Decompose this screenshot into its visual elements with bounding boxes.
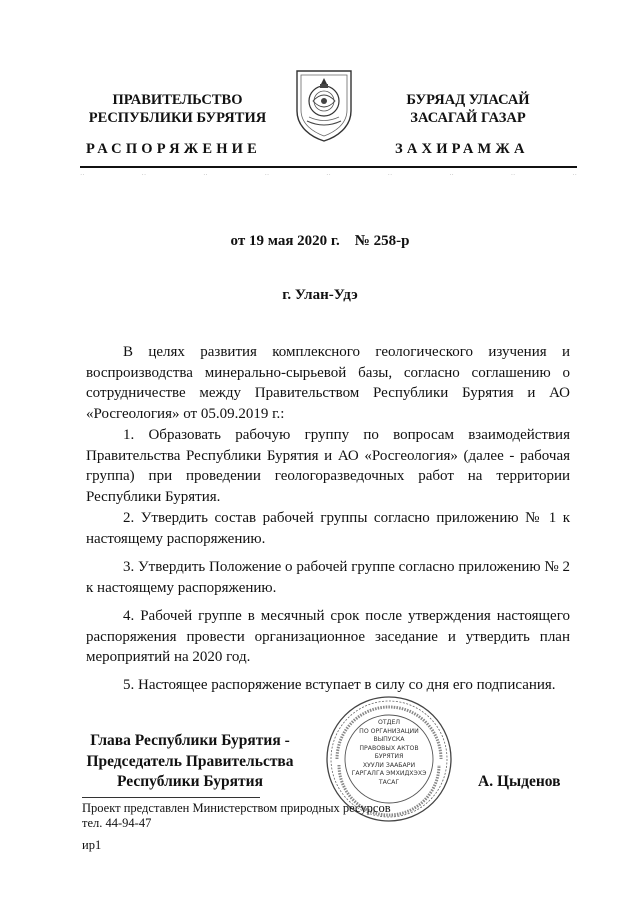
stamp-line8: ТАСАГ [378, 778, 400, 786]
stamp-line4: ПРАВОВЫХ АКТОВ [359, 744, 419, 752]
header-left-line2: РЕСПУБЛИКИ БУРЯТИЯ [88, 110, 267, 126]
item-4-paragraph: 4. Рабочей группе в месячный срок после утверждения настоящего распоряжения провести организационное заседание и утвердить план мероприятий на 2020 год. [86, 608, 570, 666]
header-right-org [388, 91, 548, 127]
footer-phone: тел. 44-94-47 [82, 816, 152, 830]
stamp-line5: БУРЯТИЯ [374, 753, 404, 760]
coat-of-arms-emblem [293, 67, 355, 143]
header-right-line1: БУРЯАД УЛАСАЙ [406, 92, 530, 108]
city: г. Улан-Удэ [282, 287, 358, 303]
signatory-title-line1: Глава Республики Бурятия - [90, 732, 290, 749]
item-1-paragraph: 1. Образовать рабочую группу по вопросам взаимодействия Правительства Республики Бурятия и АО «Росгеология» (далее - рабочая группа) при проведении геологоразведочных работ на территории Республики Бурятия. [86, 427, 570, 506]
header-left-line1: ПРАВИТЕЛЬСТВО [112, 92, 243, 108]
header-dotted-line: ·· ·· ·· ·· ·· ·· ·· ·· ·· [80, 171, 577, 179]
stamp-line3: ВЫПУСКА [373, 736, 405, 743]
stamp-line6: ХУУЛИ ЗААБАРИ [362, 761, 416, 769]
footer-code: ир1 [82, 838, 102, 852]
footer-divider [82, 797, 260, 798]
signatory-name: А. Цыденов [478, 773, 561, 790]
item-5-paragraph: 5. Настоящее распоряжение вступает в силу со дня его подписания. [123, 677, 556, 693]
date-number: от 19 мая 2020 г. № 258-р [230, 233, 410, 249]
preamble-paragraph: В целях развития комплексного геологического изучения и воспроизводства минерально-сырьевой базы, согласно соглашению о сотрудничестве между Правительством Республики Бурятия и АО «Росгеология» от 05.09.2019 г.: [86, 344, 570, 423]
stamp-line2: ПО ОРГАНИЗАЦИИ [359, 727, 419, 735]
signatory-title-line3: Республики Бурятия [117, 773, 263, 790]
doc-type-left: РАСПОРЯЖЕНИЕ [86, 141, 262, 157]
stamp-line1: ОТДЕЛ [377, 719, 401, 726]
signatory-title [80, 731, 300, 793]
header-left-org [80, 91, 275, 127]
header-right-line2: ЗАСАГАЙ ГАЗАР [410, 110, 526, 126]
doc-type-right: ЗАХИРАМЖА [395, 141, 529, 157]
item-3-paragraph: 3. Утвердить Положение о рабочей группе согласно приложению № 2 к настоящему распоряжению. [86, 559, 570, 596]
stamp-line7: ГАРГАЛГА ЭМХИДХЭХЭ [351, 770, 427, 777]
header-divider [80, 166, 577, 168]
footer-project-note: Проект представлен Министерством природных ресурсов [82, 801, 391, 815]
signatory-title-line2: Председатель Правительства [86, 752, 294, 770]
item-2-paragraph: 2. Утвердить состав рабочей группы согласно приложению № 1 к настоящему распоряжению. [86, 510, 570, 547]
